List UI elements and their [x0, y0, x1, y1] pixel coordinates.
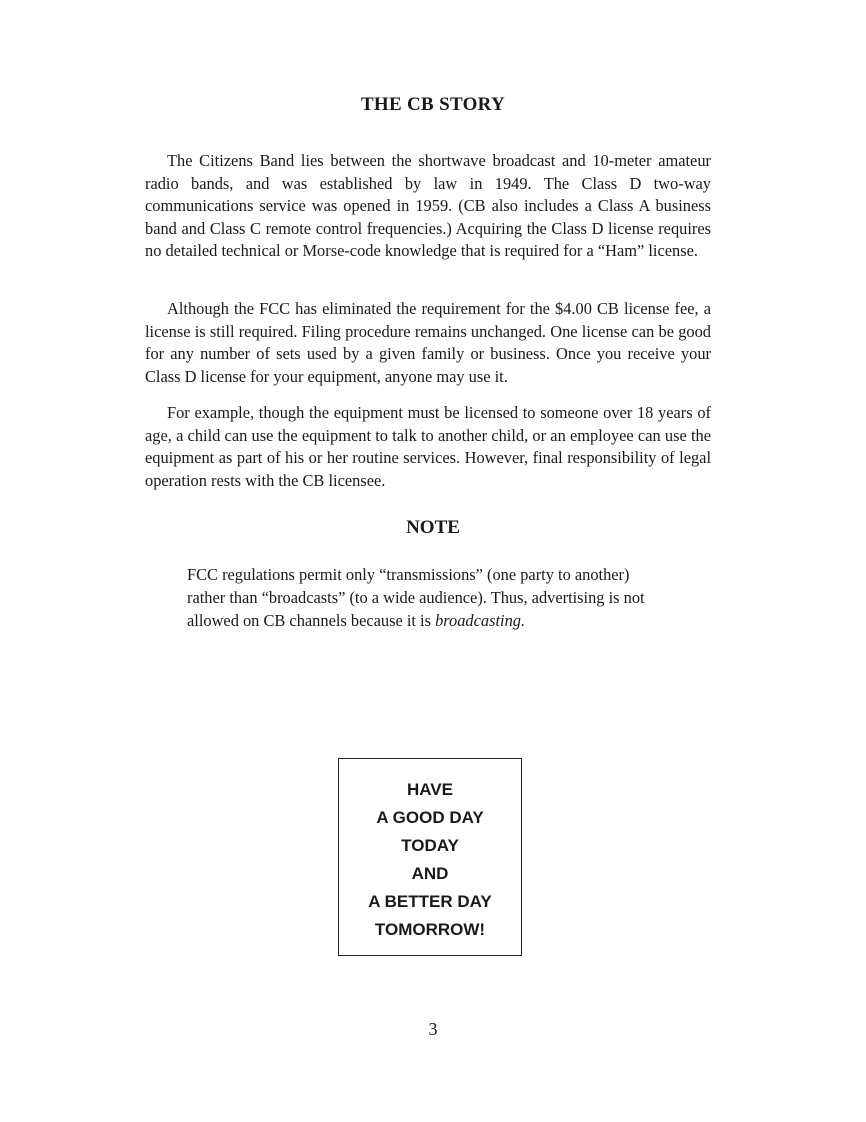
note-body: FCC regulations permit only “transmissions” (one party to another) rather than “broadcasts” (to a wide audience). Thus, advertising is not allowed on CB channels because it is	[187, 565, 645, 630]
motto-line: TOMORROW!	[374, 920, 486, 939]
note-text	[187, 563, 667, 632]
motto-line: AND	[411, 864, 449, 883]
page-number: 3	[428, 1019, 438, 1039]
motto-line: HAVE	[407, 780, 453, 799]
page-title: THE CB STORY	[360, 94, 506, 115]
note-heading: NOTE	[406, 517, 460, 538]
paragraph-citizens-band: The Citizens Band lies between the shortwave broadcast and 10-meter amateur radio bands, and was established by law in 1949. The Class D two-way communications service was opened in 1959. (CB also includes a Class A business band and Class C remote control frequencies.) Acquiring the Class D license requires no detailed technical or Morse-code knowledge that is required for a “Ham” license.	[145, 151, 711, 260]
paragraph-license-fee: Although the FCC has eliminated the requirement for the $4.00 CB license fee, a license is still required. Filing procedure remains unchanged. One license can be good for any number of sets used by a given family or business. Once you receive your Class D license for your equipment, anyone may use it.	[145, 299, 711, 386]
note-emphasis: broadcasting.	[435, 611, 526, 630]
motto-line: TODAY	[401, 836, 459, 855]
motto-box	[338, 758, 522, 956]
motto-line: A BETTER DAY	[368, 892, 492, 911]
motto-line: A GOOD DAY	[376, 808, 484, 827]
paragraph-example: For example, though the equipment must be licensed to someone over 18 years of age, a child can use the equipment to talk to another child, or an employee can use the equipment as part of his or her routine services. However, final responsibility of legal operation rests with the CB licensee.	[145, 403, 711, 490]
